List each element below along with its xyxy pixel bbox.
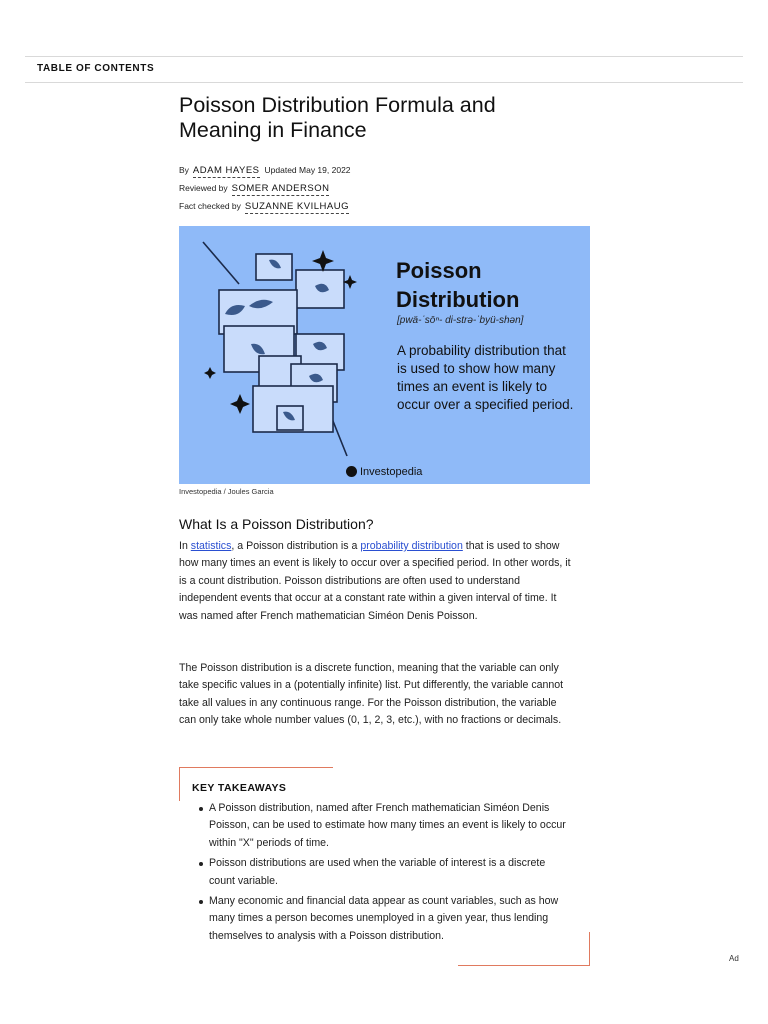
author-link[interactable]: ADAM HAYES: [192, 165, 260, 176]
byline-reviewer: [179, 183, 329, 194]
figure-brand-name: Investopedia: [360, 466, 423, 478]
factchecker-link[interactable]: SUZANNE KVILHAUG: [244, 201, 349, 212]
ad-label: Ad: [729, 954, 739, 963]
factchecked-prefix: Fact checked by: [179, 201, 241, 211]
table-of-contents-button[interactable]: TABLE OF CONTENTS: [37, 63, 155, 74]
paragraph-text: that is used to show how many times an event is likely to occur over a specified period. In other words, it is a count distribution. Poisson distributions are often used to understand independent events that occur at a constant rate within a given interval of time. It was named after French mathematician Siméon Denis Poisson.: [179, 540, 571, 622]
investopedia-logo-icon: [346, 466, 357, 477]
page-title: Poisson Distribution Formula and Meaning in Finance: [179, 93, 496, 142]
updated-date: Updated May 19, 2022: [264, 165, 351, 175]
list-item: A Poisson distribution, named after French mathematician Siméon Denis Poisson, can be used to estimate how many times an event is likely to occur within "X" periods of time.: [209, 800, 569, 852]
list-item: Poisson distributions are used when the variable of interest is a discrete count variable.: [209, 855, 569, 890]
divider: [179, 767, 333, 768]
key-takeaways-list: [209, 800, 569, 948]
section-heading: What Is a Poisson Distribution?: [179, 516, 374, 532]
link-probability-distribution[interactable]: probability distribution: [360, 540, 463, 552]
figure-pronunciation: [pwä-ˈsōⁿ- di-strə-ˈbyü-shən]: [397, 315, 524, 326]
by-prefix: By: [179, 165, 189, 175]
key-takeaways-box: [179, 767, 590, 966]
paragraph-discrete: The Poisson distribution is a discrete function, meaning that the variable can only take specific values in a (potentially infinite) list. Put differently, the variable cannot take all values in any continuous range. For the Poisson distribution, the variable can only take whole number values (0, 1, 2, 3, etc.), with no fractions or decimals.: [179, 662, 564, 727]
link-statistics[interactable]: statistics: [190, 540, 232, 552]
figure-heading-line2: Distribution: [396, 287, 520, 312]
byline-factchecker: [179, 201, 349, 212]
figure-brand: [346, 466, 422, 478]
divider: [179, 767, 180, 801]
toc-bar: [25, 56, 743, 83]
paragraph-text: , a Poisson distribution is a: [231, 540, 361, 552]
hero-figure: [179, 226, 590, 484]
paragraph-intro: [179, 538, 576, 625]
figure-description: A probability distribution that is used to show how many times an event is likely to occur over a specified period.: [397, 343, 574, 412]
reviewer-link[interactable]: SOMER ANDERSON: [231, 183, 330, 194]
byline-author: [179, 165, 351, 176]
reviewed-prefix: Reviewed by: [179, 183, 228, 193]
figure-caption: Investopedia / Joules Garcia: [179, 487, 274, 496]
figure-heading-line1: Poisson: [396, 258, 482, 283]
divider: [458, 965, 590, 966]
paragraph-text: In: [179, 540, 191, 552]
divider: [589, 932, 590, 966]
list-item: Many economic and financial data appear as count variables, such as how many times a person becomes unemployed in a given year, thus lending themselves to analysis with a Poisson distribution.: [209, 893, 569, 945]
key-takeaways-title: KEY TAKEAWAYS: [192, 782, 287, 794]
